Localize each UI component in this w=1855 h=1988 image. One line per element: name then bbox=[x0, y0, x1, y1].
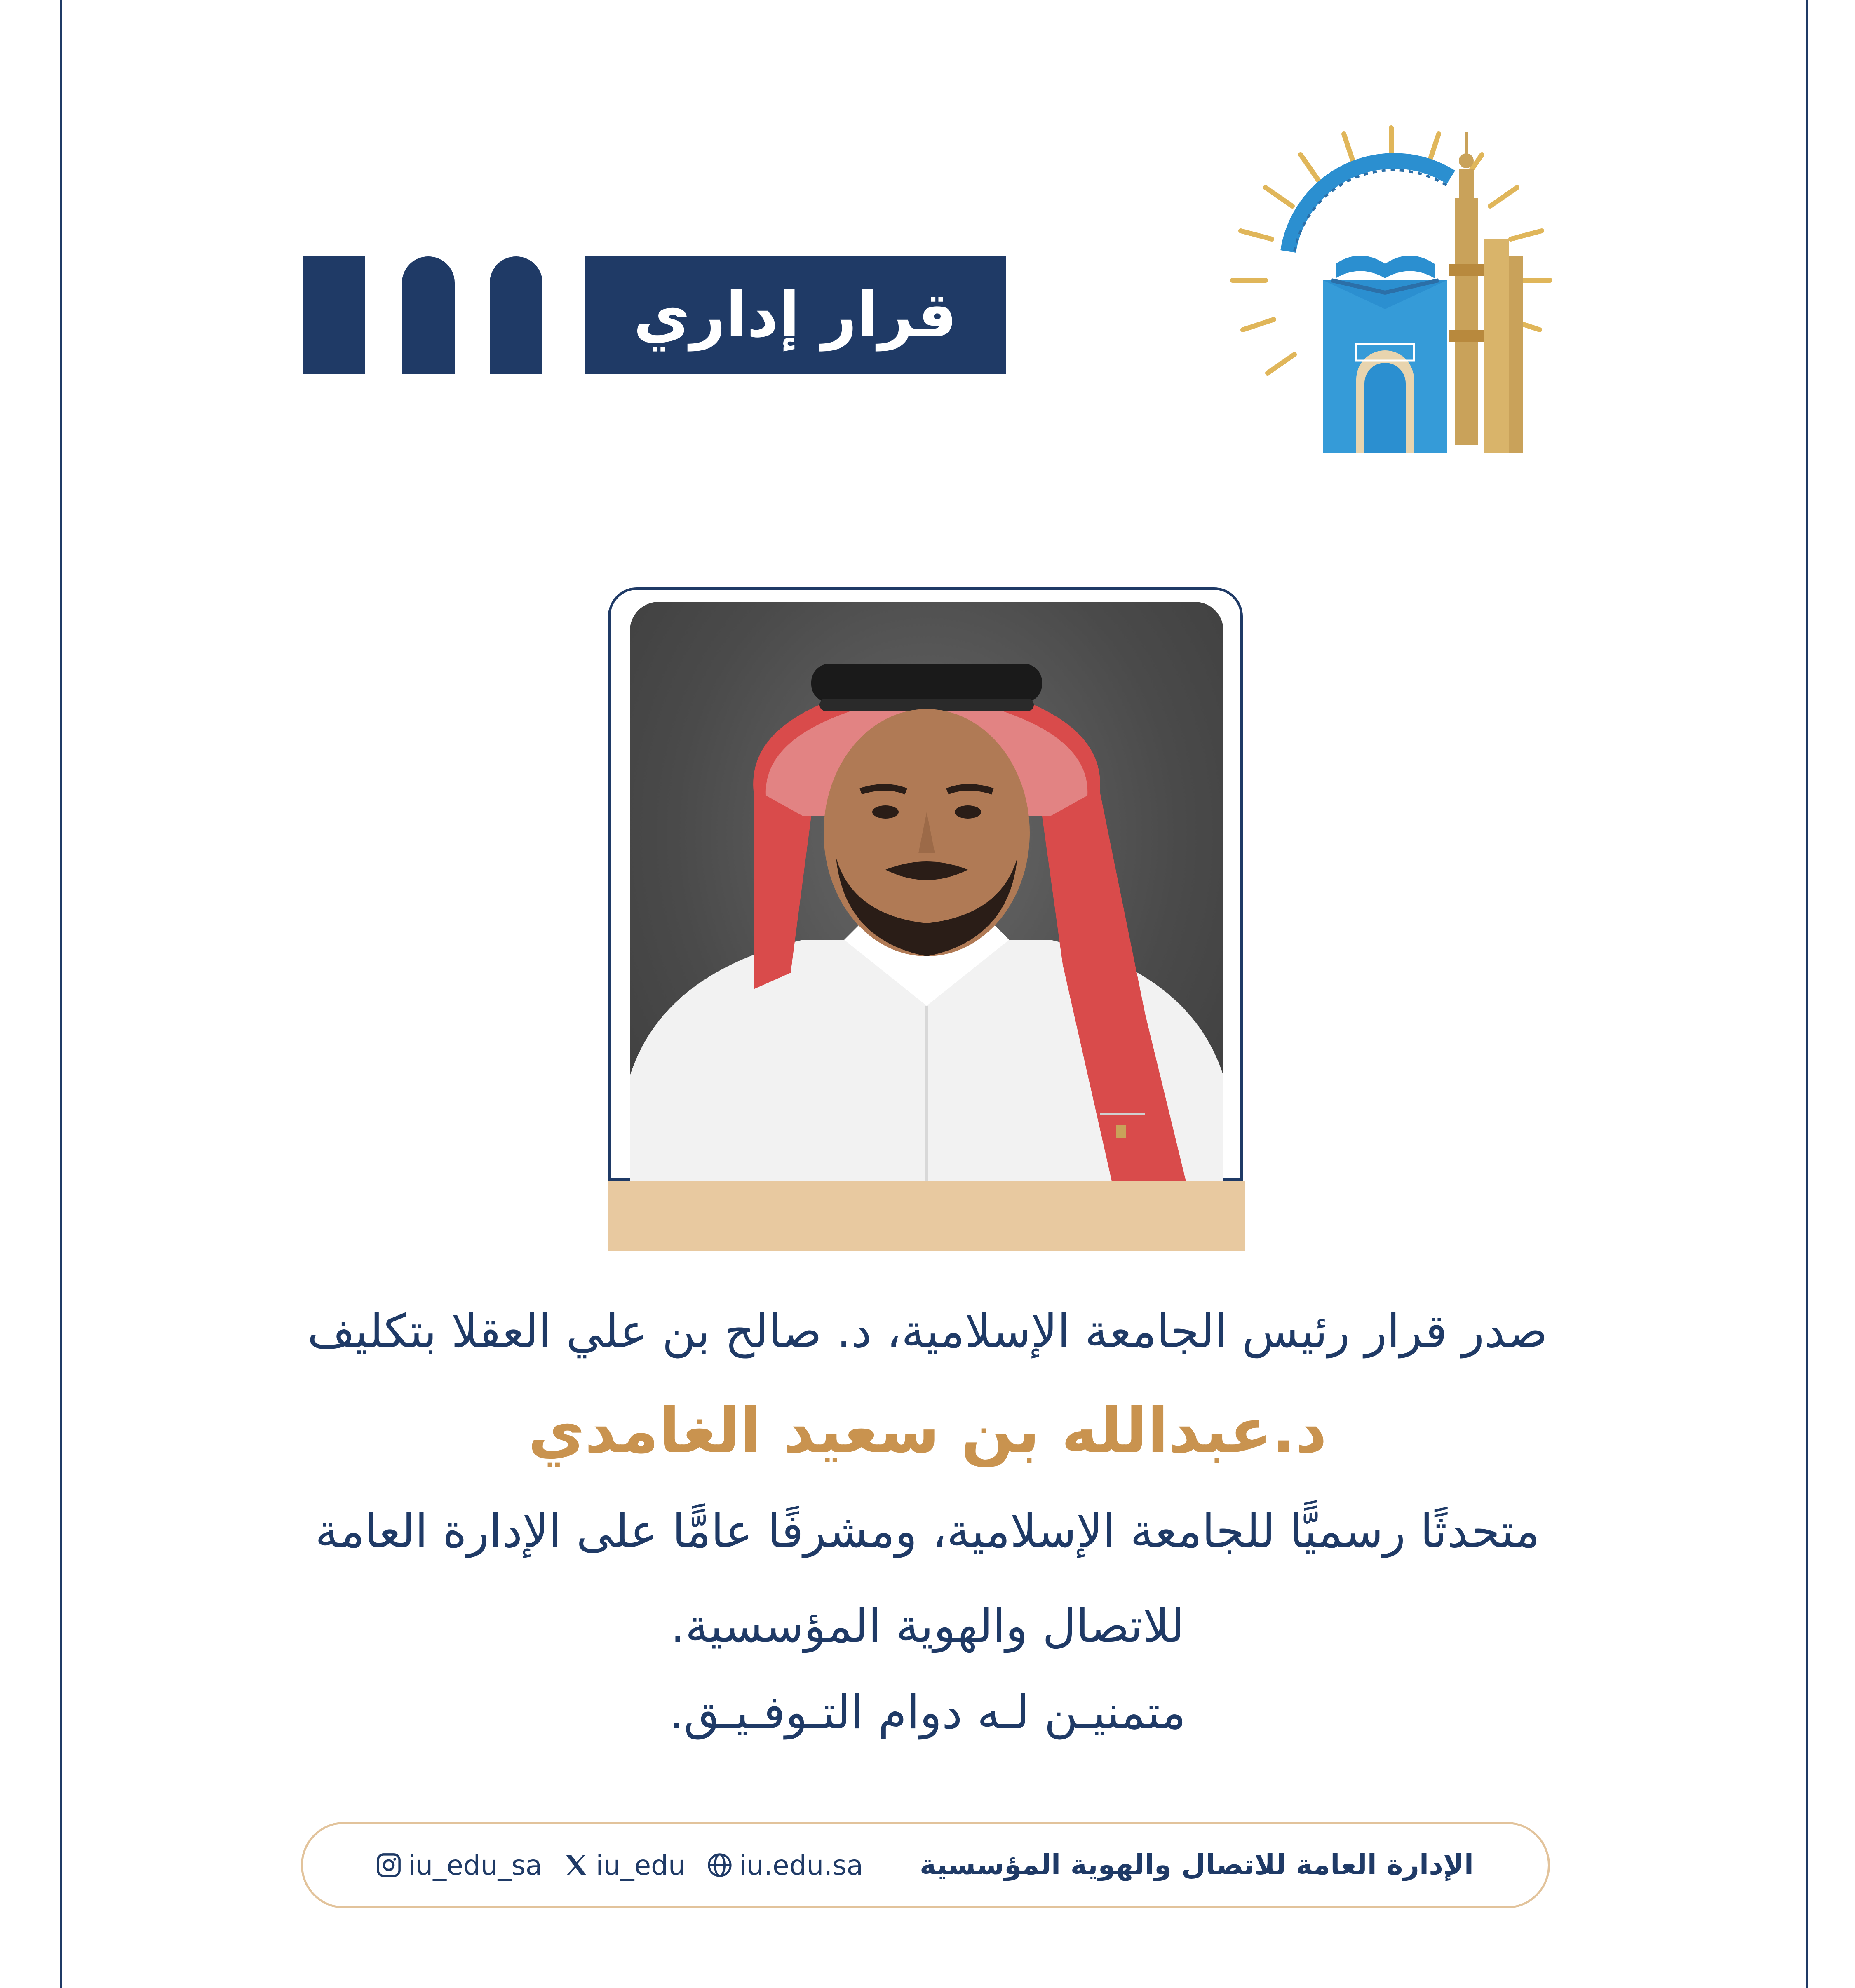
appointee-name: د.عبدالله بن سعيد الغامدي bbox=[528, 1395, 1327, 1467]
frame-left-border bbox=[60, 0, 62, 1988]
instagram-icon bbox=[375, 1852, 402, 1879]
announcement-line: متحدثًا رسميًّا للجامعة الإسلامية، ومشرفًا عامًّا على الإدارة العامة bbox=[315, 1504, 1540, 1558]
university-logo bbox=[1220, 115, 1562, 458]
announcement-line: للاتصال والهوية المؤسسية. bbox=[670, 1599, 1185, 1653]
instagram-link[interactable] bbox=[375, 1850, 542, 1881]
x-link[interactable] bbox=[563, 1850, 686, 1881]
header-decor-arch bbox=[490, 256, 542, 374]
footer-links bbox=[375, 1824, 863, 1906]
closing-wish: متمنيـن لـه دوام التـوفـيـق. bbox=[669, 1686, 1186, 1739]
header-decor-arch bbox=[402, 256, 455, 374]
portrait-photo bbox=[630, 602, 1223, 1183]
page-title: قرار إداري bbox=[585, 256, 1006, 374]
photo-base-band bbox=[608, 1181, 1245, 1251]
footer-org-name: الإدارة العامة للاتصال والهوية المؤسسية bbox=[920, 1849, 1474, 1881]
x-icon bbox=[563, 1852, 590, 1879]
globe-icon bbox=[706, 1852, 733, 1879]
frame-right-border bbox=[1806, 0, 1808, 1988]
header-decor-bar bbox=[303, 256, 365, 374]
website-url: iu.edu.sa bbox=[739, 1849, 864, 1881]
instagram-handle: iu_edu_sa bbox=[408, 1849, 542, 1881]
footer-bar bbox=[301, 1822, 1550, 1908]
announcement-line: صدر قرار رئيس الجامعة الإسلامية، د. صالح بن علي العقلا بتكليف bbox=[307, 1305, 1548, 1358]
website-link[interactable] bbox=[706, 1850, 863, 1881]
x-handle: iu_edu bbox=[596, 1849, 686, 1881]
